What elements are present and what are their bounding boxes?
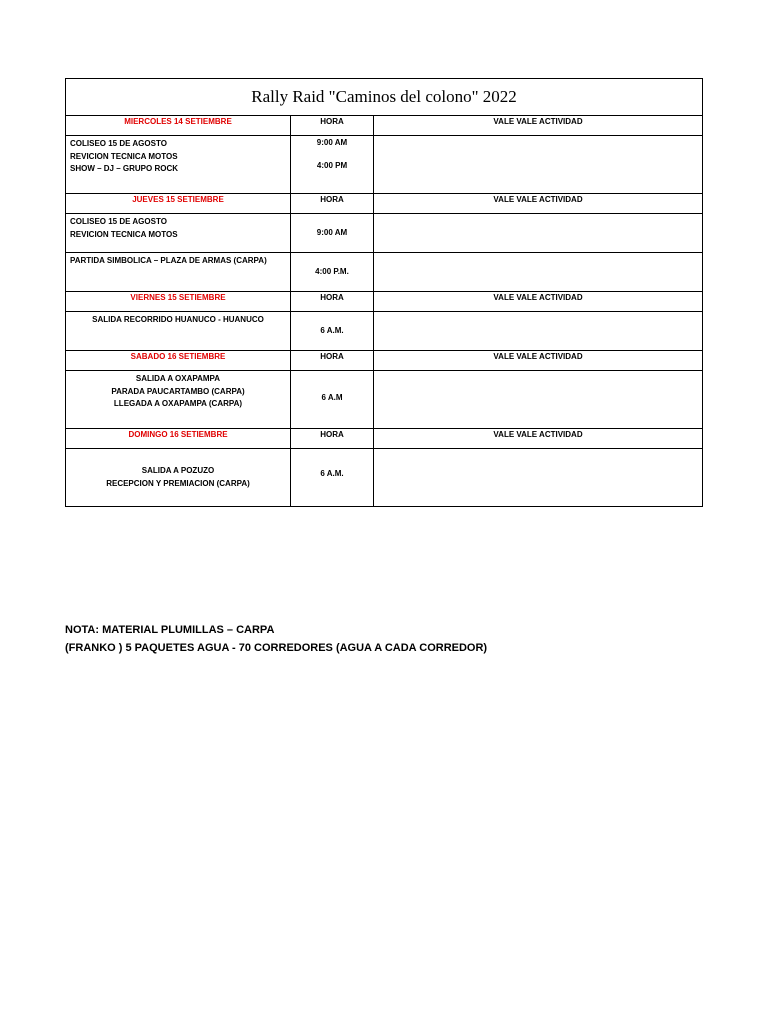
activity-line: SALIDA RECORRIDO HUANUCO - HUANUCO (92, 315, 264, 324)
vale-header: VALE VALE ACTIVIDAD (374, 194, 703, 214)
activity-cell (66, 449, 291, 507)
activity-row (66, 312, 703, 351)
note-line: (FRANKO ) 5 PAQUETES AGUA - 70 CORREDORES (AGUA A CADA CORREDOR) (65, 642, 488, 654)
note-block (65, 621, 487, 657)
vale-cell (374, 449, 703, 507)
vale-cell (374, 214, 703, 253)
hora-header: HORA (291, 429, 374, 449)
activity-line: LLEGADA A OXAPAMPA (CARPA) (113, 399, 243, 408)
time-cell (291, 136, 374, 194)
vale-cell (374, 371, 703, 429)
day-header-row (66, 351, 703, 371)
day-label: VIERNES 15 SETIEMBRE (66, 292, 291, 312)
activity-cell (66, 312, 291, 351)
day-header-row (66, 194, 703, 214)
activity-line: RECEPCION Y PREMIACION (CARPA) (106, 478, 250, 488)
hora-header: HORA (291, 116, 374, 136)
time-cell (291, 449, 374, 507)
time-cell (291, 214, 374, 253)
activity-cell (66, 253, 291, 292)
vale-header: VALE VALE ACTIVIDAD (374, 429, 703, 449)
activity-row (66, 371, 703, 429)
activity-row (66, 136, 703, 194)
day-label: SABADO 16 SETIEMBRE (66, 351, 291, 371)
day-header-row (66, 116, 703, 136)
time-value: 6 A.M (321, 393, 343, 402)
hora-header: HORA (291, 351, 374, 371)
vale-cell (374, 253, 703, 292)
activity-cell (66, 371, 291, 429)
activity-line: PARTIDA SIMBOLICA – PLAZA DE ARMAS (CARPA) (70, 256, 267, 265)
activity-line: PARADA PAUCARTAMBO (CARPA) (111, 386, 245, 396)
note-line: NOTA: MATERIAL PLUMILLAS – CARPA (65, 624, 275, 636)
time-value: 4:00 PM (316, 161, 348, 170)
day-label: DOMINGO 16 SETIEMBRE (66, 429, 291, 449)
activity-line: SALIDA A POZUZO (141, 466, 215, 475)
activity-cell (66, 214, 291, 253)
vale-cell (374, 136, 703, 194)
vale-header: VALE VALE ACTIVIDAD (374, 116, 703, 136)
time-value: 9:00 AM (316, 228, 348, 237)
hora-header: HORA (291, 194, 374, 214)
day-label: MIERCOLES 14 SETIEMBRE (66, 116, 291, 136)
time-cell (291, 371, 374, 429)
activity-row (66, 253, 703, 292)
activity-line: REVICION TECNICA MOTOS (70, 229, 178, 239)
activity-row (66, 214, 703, 253)
day-label: JUEVES 15 SETIEMBRE (66, 194, 291, 214)
vale-header: VALE VALE ACTIVIDAD (374, 292, 703, 312)
activity-line: REVICION TECNICA MOTOS (70, 151, 178, 161)
time-value: 9:00 AM (316, 138, 348, 147)
document-title: Rally Raid "Caminos del colono" 2022 (66, 79, 703, 116)
vale-header: VALE VALE ACTIVIDAD (374, 351, 703, 371)
time-cell (291, 312, 374, 351)
day-header-row (66, 292, 703, 312)
schedule-table (65, 78, 703, 507)
activity-row (66, 449, 703, 507)
activity-line: COLISEO 15 DE AGOSTO (70, 139, 167, 148)
hora-header: HORA (291, 292, 374, 312)
time-value: 4:00 P.M. (315, 267, 349, 276)
day-header-row (66, 429, 703, 449)
activity-line: SHOW – DJ – GRUPO ROCK (70, 164, 179, 173)
activity-cell (66, 136, 291, 194)
time-cell (291, 253, 374, 292)
activity-line: SALIDA A OXAPAMPA (135, 374, 221, 383)
time-value: 6 A.M. (320, 469, 344, 478)
activity-line: COLISEO 15 DE AGOSTO (70, 217, 167, 226)
time-value: 6 A.M. (320, 326, 344, 335)
vale-cell (374, 312, 703, 351)
